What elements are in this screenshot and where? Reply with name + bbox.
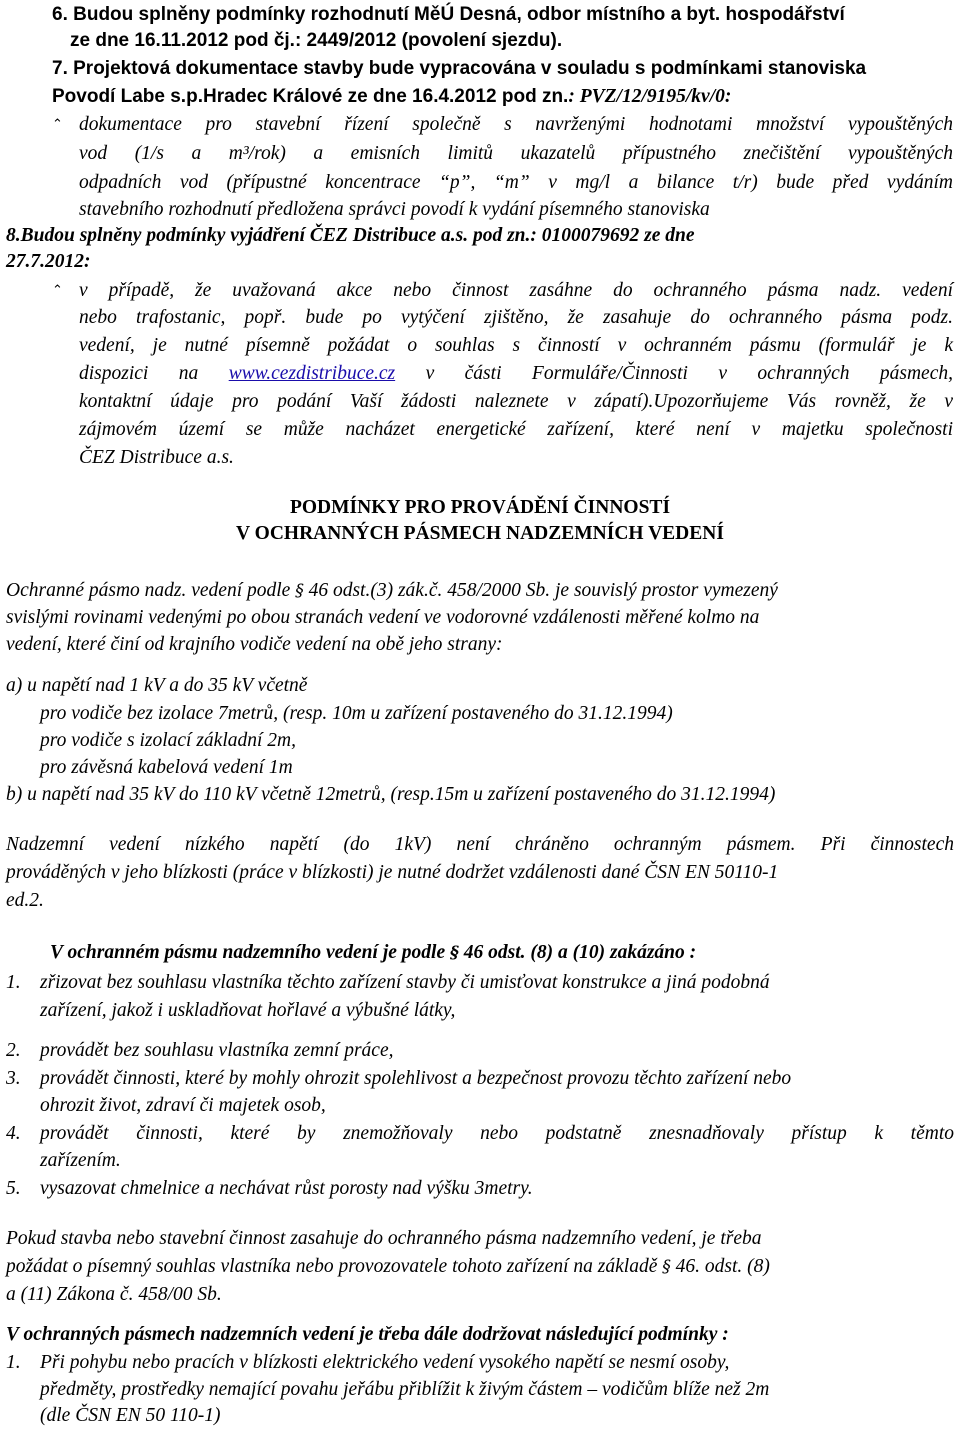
bullet-1-line-3: odpadních vod (přípustné koncentrace “p”, “m” v mg/l a bilance t/r) bude před vydáním [79, 172, 953, 193]
bullet-2-line-4-b: v části Formuláře/Činnosti v ochranných pásmech, [425, 363, 953, 384]
zone-para-line-1 [6, 578, 778, 604]
bullet-2-line-7: ČEZ Distribuce a.s. [79, 447, 234, 468]
section-heading-line-2: V OCHRANNÝCH PÁSMECH NADZEMNÍCH VEDENÍ [236, 523, 724, 544]
item-7-line-1: 7. Projektová dokumentace stavby bude vypracována v souladu s podmínkami stanoviska [52, 58, 867, 79]
prohibited-item-text: provádět činnosti, které by znemožňovaly nebo podstatně znesnadňovaly přístup k těmto [40, 1123, 954, 1144]
bullet-2-line-6: zájmovém území se může nacházet energetické zařízení, které není v majetku společnosti [79, 419, 953, 440]
bullet-2-line-1: v případě, že uvažovaná akce nebo činnost zasáhne do ochranného pásma nadz. vedení [79, 280, 953, 301]
bullet-1-line-2: vod (1/s a m³/rok) a emisních limitů ukazatelů přípustného znečištění vypouštěných [79, 143, 953, 164]
prohibited-title [50, 940, 696, 966]
consent-line-1: Pokud stavba nebo stavební činnost zasahuje do ochranného pásma nadzemního vedení, je třeba [6, 1228, 762, 1249]
paragraph-sign: § [662, 1257, 671, 1277]
prohibited-item-num: 2. [6, 1040, 21, 1061]
item-7-line-2-a: Povodí Labe s.p.Hradec Králové ze dne 16.4.2012 pod zn. [52, 86, 569, 107]
prohibited-title-a: V ochranném pásmu nadzemního vedení je podle [50, 942, 446, 963]
bullet-1-line-4: stavebního rozhodnutí předložena správci povodí k vydání písemného stanoviska [79, 199, 710, 220]
bullet-2-line-5: kontaktní údaje pro podání Vaší žádosti naleznete v zápatí).Upozorňujeme Vás rovněž, že v [79, 391, 953, 412]
item-8-line-1: 8.Budou splněny podmínky vyjádření ČEZ Distribuce a.s. pod zn.: 0100079692 ze dne [6, 225, 695, 246]
consent-line-2-b: 46. odst. (8) [675, 1256, 770, 1277]
prohibited-item-text: vysazovat chmelnice a nechávat růst porosty nad výšku 3metry. [40, 1178, 533, 1199]
low-voltage-line-1: Nadzemní vedení nízkého napětí (do 1kV) není chráněno ochranným pásmem. Při činnostech [6, 834, 954, 855]
paragraph-sign: § [449, 943, 459, 963]
prohibited-item-text-cont: zařízení, jakož i uskladňovat hořlavé a výbušné látky, [40, 1000, 456, 1021]
zone-item-a-2: pro vodiče s izolací základní 2m, [40, 730, 296, 751]
prohibited-item-num: 5. [6, 1178, 21, 1199]
zone-para-b: 46 odst.(3) zák.č. 458/2000 Sb. [308, 580, 551, 601]
zone-item-a: a) u napětí nad 1 kV a do 35 kV včetně [6, 675, 308, 696]
paragraph-sign: § [295, 581, 304, 601]
prohibited-item-text-cont: ohrozit život, zdraví či majetek osob, [40, 1095, 326, 1116]
conditions-title: V ochranných pásmech nadzemních vedení je třeba dále dodržovat následující podmínky : [6, 1324, 729, 1345]
low-voltage-line-2: prováděných v jeho blízkosti (práce v blízkosti) je nutné dodržet vzdálenosti dané ČSN EN 50110-1 [6, 862, 779, 883]
item-8-line-2: 27.7.2012: [6, 251, 91, 272]
prohibited-item-num: 4. [6, 1123, 21, 1144]
item-7-line-2-b: : PVZ/12/9195/kv/0: [568, 86, 732, 107]
consent-line-2-a: požádat o písemný souhlas vlastníka nebo provozovatele tohoto zařízení na základě [6, 1256, 658, 1277]
low-voltage-line-3: ed.2. [6, 890, 44, 911]
prohibited-item-num: 3. [6, 1068, 21, 1089]
item-7-line-2 [52, 84, 731, 110]
conditions-item-line-3: (dle ČSN EN 50 110-1) [40, 1405, 221, 1426]
zone-para-a: Ochranné pásmo nadz. vedení podle [6, 580, 291, 601]
prohibited-item-text: provádět bez souhlasu vlastníka zemní práce, [40, 1040, 394, 1061]
prohibited-item-text: provádět činnosti, které by mohly ohrozit spolehlivost a bezpečnost provozu těchto zařízení nebo [40, 1068, 792, 1089]
item-6-line-1: 6. Budou splněny podmínky rozhodnutí MěÚ Desná, odbor místního a byt. hospodářství [52, 4, 845, 25]
zone-item-a-1: pro vodiče bez izolace 7metrů, (resp. 10m u zařízení postaveného do 31.12.1994) [40, 703, 673, 724]
zone-para-c: je souvislý prostor vymezený [555, 580, 778, 601]
conditions-item-line-2: předměty, prostředky nemající povahu jeřábu přiblížit k živým částem – vodičům blíže než 2m [40, 1379, 770, 1400]
cezdistribuce-link[interactable]: www.cezdistribuce.cz [228, 363, 396, 384]
zone-para-line-3: vedení, které činí od krajního vodiče vedení na obě jeho strany: [6, 634, 503, 655]
conditions-item-num: 1. [6, 1352, 21, 1373]
zone-item-b: b) u napětí nad 35 kV do 110 kV včetně 12metrů, (resp.15m u zařízení postaveného do 31.12.1994) [6, 784, 776, 805]
bullet-2-line-4-a: dispozici na [79, 363, 199, 384]
bullet-2-line-3: vedení, je nutné písemně požádat o souhlas s činností v ochranném pásmu (formulář je k [79, 335, 953, 356]
zone-item-a-3: pro závěsná kabelová vedení 1m [40, 757, 293, 778]
prohibited-title-b: 46 odst. (8) a (10) zakázáno : [463, 942, 697, 963]
bullet-2-line-4 [79, 361, 953, 387]
prohibited-item-text: zřizovat bez souhlasu vlastníka těchto zařízení stavby či umisťovat konstrukce a jiná podobná [40, 972, 770, 993]
consent-line-2 [6, 1254, 770, 1280]
section-heading-line-1: PODMÍNKY PRO PROVÁDĚNÍ ČINNOSTÍ [289, 497, 671, 518]
item-6-line-2: ze dne 16.11.2012 pod čj.: 2449/2012 (povolení sjezdu). [70, 30, 563, 51]
prohibited-item-text-cont: zařízením. [40, 1150, 121, 1171]
bullet-2-line-2: nebo trafostanic, popř. bude po vytýčení zjištěno, že zasahuje do ochranného pásma podz. [79, 307, 953, 328]
consent-line-3: a (11) Zákona č. 458/00 Sb. [6, 1284, 222, 1305]
bullet-1-line-1: dokumentace pro stavební řízení společně s navrženými hodnotami množství vypouštěných [79, 114, 953, 135]
conditions-item-line-1: Při pohybu nebo pracích v blízkosti elektrického vedení vysokého napětí se nesmí osoby, [40, 1352, 730, 1373]
bullet-arrow-icon: ⌃ [52, 283, 63, 298]
prohibited-item-num: 1. [6, 972, 21, 993]
bullet-arrow-icon: ⌃ [52, 117, 63, 132]
zone-para-line-2: svislými rovinami vedenými po obou stranách vedení ve vodorovné vzdálenosti měřené kolmo na [6, 607, 760, 628]
